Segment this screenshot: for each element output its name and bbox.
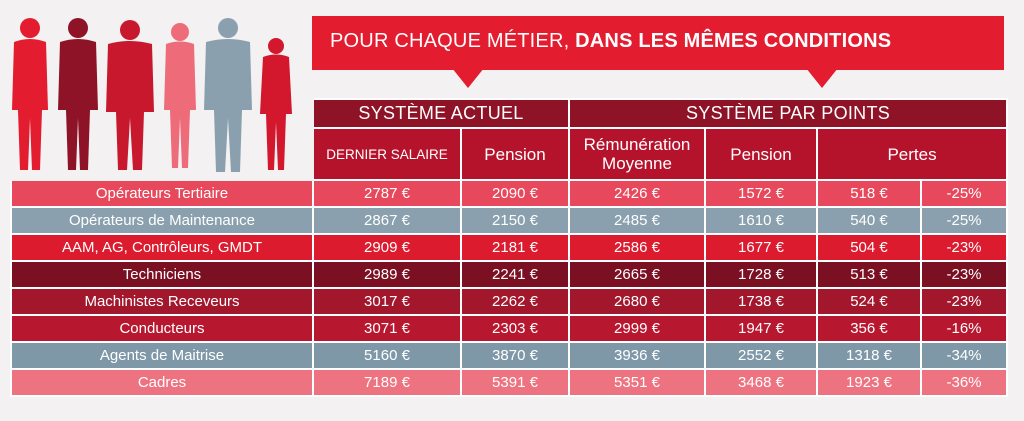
table-body bbox=[11, 180, 1007, 396]
cell-pension-actuel: 2181 € bbox=[461, 234, 569, 261]
col-header-dernier-salaire: DERNIER SALAIRE bbox=[313, 128, 461, 180]
cell-perte-pct: -23% bbox=[921, 234, 1007, 261]
group-header-row bbox=[11, 99, 1007, 128]
column-header-row bbox=[11, 128, 1007, 180]
cell-perte: 518 € bbox=[817, 180, 921, 207]
table-row bbox=[11, 342, 1007, 369]
col-header-remuneration-line1: Rémunération bbox=[583, 135, 691, 154]
cell-pension-points: 1677 € bbox=[705, 234, 817, 261]
cell-dernier-salaire: 3071 € bbox=[313, 315, 461, 342]
cell-pension-points: 1610 € bbox=[705, 207, 817, 234]
cell-metier: Machinistes Receveurs bbox=[11, 288, 313, 315]
cell-metier: Opérateurs de Maintenance bbox=[11, 207, 313, 234]
banner-title-normal: POUR CHAQUE MÉTIER, bbox=[330, 30, 576, 52]
cell-dernier-salaire: 3017 € bbox=[313, 288, 461, 315]
cell-perte: 540 € bbox=[817, 207, 921, 234]
cell-dernier-salaire: 2867 € bbox=[313, 207, 461, 234]
cell-pension-points: 1947 € bbox=[705, 315, 817, 342]
table-row bbox=[11, 207, 1007, 234]
cell-dernier-salaire: 2787 € bbox=[313, 180, 461, 207]
cell-perte-pct: -25% bbox=[921, 180, 1007, 207]
cell-remuneration: 2999 € bbox=[569, 315, 705, 342]
cell-perte: 356 € bbox=[817, 315, 921, 342]
cell-pension-actuel: 5391 € bbox=[461, 369, 569, 396]
cell-pension-points: 1728 € bbox=[705, 261, 817, 288]
cell-metier: Techniciens bbox=[11, 261, 313, 288]
cell-dernier-salaire: 2909 € bbox=[313, 234, 461, 261]
group-header-actuel: SYSTÈME ACTUEL bbox=[313, 99, 569, 128]
cell-perte: 524 € bbox=[817, 288, 921, 315]
cell-remuneration: 2680 € bbox=[569, 288, 705, 315]
cell-pension-points: 3468 € bbox=[705, 369, 817, 396]
cell-dernier-salaire: 7189 € bbox=[313, 369, 461, 396]
table-row bbox=[11, 369, 1007, 396]
cell-remuneration: 3936 € bbox=[569, 342, 705, 369]
cell-perte: 1318 € bbox=[817, 342, 921, 369]
table-row bbox=[11, 288, 1007, 315]
cell-metier: Conducteurs bbox=[11, 315, 313, 342]
cell-pension-actuel: 2150 € bbox=[461, 207, 569, 234]
col-header-pertes: Pertes bbox=[817, 128, 1007, 180]
cell-pension-points: 2552 € bbox=[705, 342, 817, 369]
cell-perte: 504 € bbox=[817, 234, 921, 261]
cell-dernier-salaire: 5160 € bbox=[313, 342, 461, 369]
banner-arrow-right bbox=[806, 68, 838, 88]
cell-metier: AAM, AG, Contrôleurs, GMDT bbox=[11, 234, 313, 261]
blank-corner bbox=[11, 128, 313, 180]
comparison-table bbox=[10, 98, 1008, 397]
col-header-remuneration-line2: Moyenne bbox=[602, 154, 672, 173]
cell-perte-pct: -25% bbox=[921, 207, 1007, 234]
cell-perte-pct: -36% bbox=[921, 369, 1007, 396]
cell-perte-pct: -16% bbox=[921, 315, 1007, 342]
cell-pension-actuel: 2241 € bbox=[461, 261, 569, 288]
table-row bbox=[11, 180, 1007, 207]
cell-perte-pct: -23% bbox=[921, 261, 1007, 288]
cell-perte-pct: -23% bbox=[921, 288, 1007, 315]
cell-pension-actuel: 2303 € bbox=[461, 315, 569, 342]
cell-remuneration: 2665 € bbox=[569, 261, 705, 288]
cell-perte: 1923 € bbox=[817, 369, 921, 396]
cell-remuneration: 5351 € bbox=[569, 369, 705, 396]
cell-pension-actuel: 2090 € bbox=[461, 180, 569, 207]
group-header-points: SYSTÈME PAR POINTS bbox=[569, 99, 1007, 128]
col-header-pension-actuel: Pension bbox=[461, 128, 569, 180]
col-header-pension-points: Pension bbox=[705, 128, 817, 180]
table-row bbox=[11, 261, 1007, 288]
cell-pension-points: 1738 € bbox=[705, 288, 817, 315]
cell-dernier-salaire: 2989 € bbox=[313, 261, 461, 288]
cell-perte: 513 € bbox=[817, 261, 921, 288]
cell-remuneration: 2485 € bbox=[569, 207, 705, 234]
cell-remuneration: 2426 € bbox=[569, 180, 705, 207]
table-row bbox=[11, 234, 1007, 261]
cell-remuneration: 2586 € bbox=[569, 234, 705, 261]
cell-perte-pct: -34% bbox=[921, 342, 1007, 369]
banner-title bbox=[330, 30, 891, 53]
cell-pension-points: 1572 € bbox=[705, 180, 817, 207]
cell-pension-actuel: 2262 € bbox=[461, 288, 569, 315]
cell-metier: Opérateurs Tertiaire bbox=[11, 180, 313, 207]
cell-metier: Cadres bbox=[11, 369, 313, 396]
blank-corner bbox=[11, 99, 313, 128]
banner-title-bold: DANS LES MÊMES CONDITIONS bbox=[575, 30, 892, 52]
cell-metier: Agents de Maitrise bbox=[11, 342, 313, 369]
table-row bbox=[11, 315, 1007, 342]
col-header-remuneration bbox=[569, 128, 705, 180]
cell-pension-actuel: 3870 € bbox=[461, 342, 569, 369]
banner-arrow-left bbox=[452, 68, 484, 88]
